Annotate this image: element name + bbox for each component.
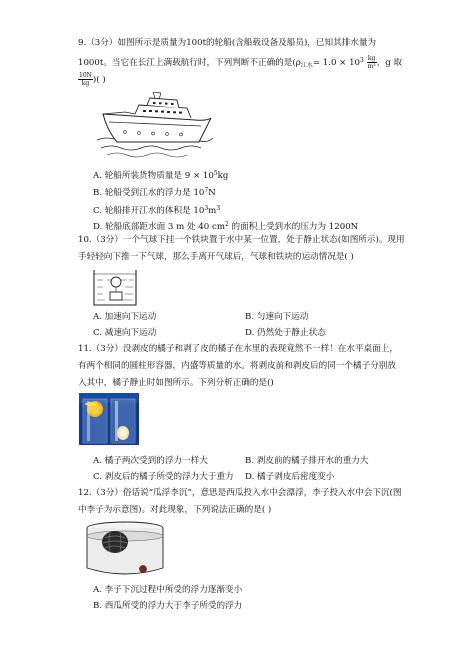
q9-stem-line3: $\frac{10N}{kg}$ )( ): [79, 72, 106, 87]
g-unit-fraction: $\frac{10N}{kg}$: [79, 72, 92, 87]
q11-option-c[interactable]: C. 剥皮后的橘子所受的浮力大于重力: [93, 472, 234, 482]
q10-option-a[interactable]: A. 加速向下运动: [93, 312, 157, 322]
q10-stem-line2: 手轻轻向下推一下气球，那么手离开气球后，气球和铁块的运动情况是( ): [78, 252, 354, 262]
q11-option-d[interactable]: D. 橘子剥皮后密度变小: [245, 472, 335, 482]
q9-option-a[interactable]: A. 轮船所装货物质量是 $9 \times 10^5kg$: [93, 170, 229, 181]
orange-beakers-photo: [79, 393, 139, 445]
q9-stem-line2: 1000t。当它在长江上满载航行时，下列判断不正确的是($\rho_{江水}= 1.0 \times 10^3$ $\frac{kg}{\text{m³}}$ ，g 取: [78, 55, 403, 70]
q10-option-d[interactable]: D. 仍然处于静止状态: [245, 328, 326, 338]
q12-option-a[interactable]: A. 李子下沉过程中所受的浮力逐渐变小: [93, 585, 243, 595]
watermelon-plum-figure: [83, 520, 167, 578]
balloon-iron-figure: [91, 268, 139, 308]
q10-option-b[interactable]: B. 匀速向下运动: [245, 312, 309, 322]
q10-option-c[interactable]: C. 减速向下运动: [93, 328, 157, 338]
q11-stem-line3: 入其中，橘子静止时如图所示。下列分析正确的是(): [78, 378, 274, 388]
q12-stem-line2: 中李子为示意图)。对此现象，下列说法正确的是( ): [78, 505, 272, 515]
q9-stem-line1: 9.（3分）如图所示是质量为100t的轮船(含船载设备及船员)，已知其排水量为: [78, 38, 377, 48]
q10-stem-line1: 10.（3分）一个气球下挂一个铁块置于水中某一位置，处于静止状态(如图所示)。现用: [78, 235, 405, 245]
q9-option-c[interactable]: C. 轮船排开江水的体积是 $10^3m^3$: [93, 205, 221, 216]
q9-option-d[interactable]: D. 轮船底部距水面 3 m 处 40 $cm^2$ 的面积上受到水的压力为 1200N: [93, 221, 359, 232]
q11-option-a[interactable]: A. 橘子两次受到的浮力一样大: [93, 456, 208, 466]
q11-option-b[interactable]: B. 剥皮前的橘子排开水的重力大: [245, 456, 369, 466]
q9-option-b[interactable]: B. 轮船受到江水的浮力是 $10^7N$: [93, 187, 216, 198]
q11-stem-line1: 11.（3分）没剥皮的橘子和剥了皮的橘子在水里的表现竟然不一样！在水平桌面上，: [78, 344, 398, 354]
q12-option-b[interactable]: B. 西瓜所受的浮力大于李子所受的浮力: [93, 601, 243, 611]
q11-stem-line2: 有两个相同的圆柱形容器，内盛等质量的水。将剥皮前和剥皮后的同一个橘子分别放: [78, 361, 396, 371]
density-unit-fraction: $\frac{kg}{\text{m³}}$: [367, 55, 376, 70]
q12-stem-line1: 12.（3分）俗话说“瓜浮李沉”，意思是西瓜投入水中会漂浮，李子投入水中会下沉(图: [78, 488, 402, 498]
ship-figure: [95, 92, 215, 160]
